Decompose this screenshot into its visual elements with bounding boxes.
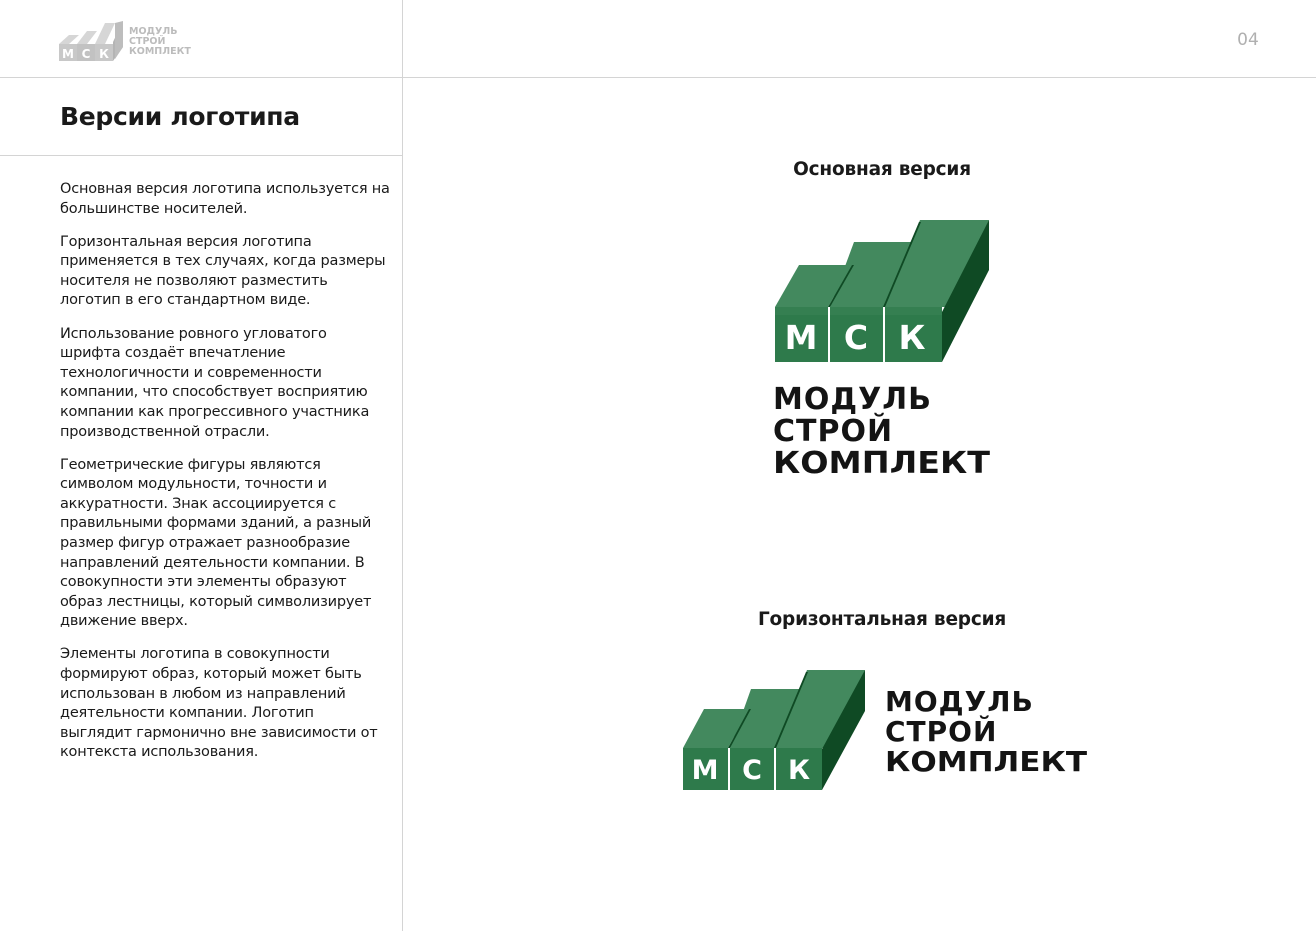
header-logo (58, 18, 208, 64)
title-divider (0, 155, 402, 156)
main-logo-name-line-3: КОМПЛЕКТ (773, 446, 991, 481)
header-logo-monogram-k: К (99, 47, 109, 61)
main-logo (770, 215, 1000, 485)
main-logo-monogram-k: К (898, 318, 926, 357)
header-logo-monogram-m: М (62, 47, 74, 61)
paragraph-font: Использование ровного угловатого шрифта создаёт впечатление технологичности и современности компании, что способствует восприятию компании как прогрессивного участника производственной отрасли. (60, 325, 370, 440)
paragraph-elements: Элементы логотипа в совокупности формируют образ, который может быть использован в любом из направлений деятельности компании. Логотип выглядит гармонично вне зависимости от контекста использования. (60, 646, 378, 761)
section-title: Версии логотипа (60, 102, 300, 131)
horizontal-logo-name-line-1: МОДУЛЬ (885, 685, 1034, 718)
main-logo-monogram-s: С (843, 318, 869, 357)
horizontal-version-label: Горизонтальная версия (757, 609, 1007, 630)
horizontal-logo-name-line-2: СТРОЙ (885, 715, 998, 748)
body-text (60, 180, 390, 777)
header-logo-monogram-s: С (81, 47, 91, 61)
vertical-divider (402, 0, 403, 931)
horizontal-logo-monogram-k: К (787, 755, 811, 786)
header-divider (0, 77, 1316, 78)
paragraph-horizontal-version: Горизонтальная версия логотипа применяется в тех случаях, когда размеры носителя не позволяют разместить логотип в его стандартном виде. (60, 233, 386, 309)
page-number: 04 (1237, 30, 1259, 50)
paragraph-shapes: Геометрические фигуры являются символом модульности, точности и аккуратности. Знак ассоциируется с правильными формами зданий, а разный размер фигур отражает разнообразие направлений деятельности компании. В совокупности эти элементы образуют образ лестницы, который символизирует движение вверх. (60, 456, 372, 630)
main-logo-monogram-m: М (784, 318, 818, 357)
main-version-label: Основная версия (793, 159, 971, 180)
header-logo-name-line-1: МОДУЛЬ (129, 26, 178, 37)
paragraph-main-version: Основная версия логотипа используется на большинстве носителей. (60, 181, 390, 217)
horizontal-logo-monogram-m: М (691, 755, 719, 786)
horizontal-logo-monogram-s: С (742, 755, 762, 786)
header-logo-name-line-2: СТРОЙ (129, 36, 166, 47)
main-logo-name-line-2: СТРОЙ (773, 414, 894, 449)
main-logo-name-line-1: МОДУЛЬ (773, 382, 932, 417)
horizontal-logo (680, 665, 1100, 800)
header-logo-name-line-3: КОМПЛЕКТ (129, 46, 191, 57)
horizontal-logo-name-line-3: КОМПЛЕКТ (885, 745, 1087, 778)
